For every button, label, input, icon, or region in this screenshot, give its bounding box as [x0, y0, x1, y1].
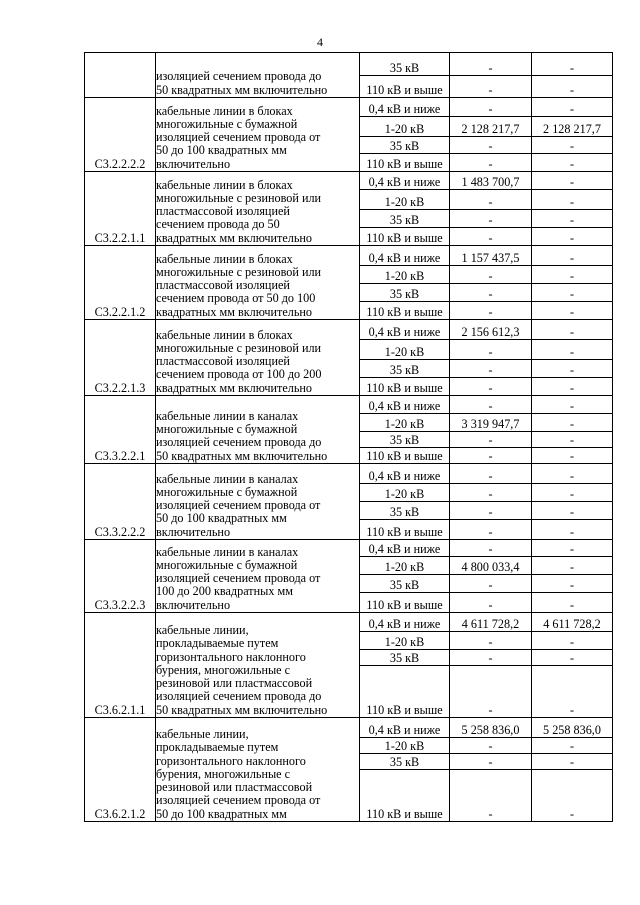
- voltage-cell: 1-20 кВ: [360, 484, 450, 502]
- rate-value-2: -: [532, 53, 613, 76]
- line-description: [156, 613, 360, 718]
- rate-value-2: -: [532, 396, 613, 414]
- description-line: пластмассовой изоляцией: [156, 278, 290, 293]
- rate-value-2: -: [532, 557, 613, 575]
- rate-code: С3.2.2.1.2: [85, 246, 156, 320]
- voltage-cell: 0,4 кВ и ниже: [360, 98, 450, 117]
- rate-value-2: -: [532, 154, 613, 172]
- description-line: квадратных мм включительно: [156, 304, 313, 319]
- rate-value-2: 4 611 728,2: [532, 613, 613, 632]
- voltage-cell: 0,4 кВ и ниже: [360, 613, 450, 632]
- voltage-cell: 1-20 кВ: [360, 414, 450, 432]
- voltage-cell: 110 кВ и выше: [360, 770, 450, 822]
- voltage-cell: 110 кВ и выше: [360, 302, 450, 320]
- line-description: [156, 396, 360, 464]
- voltage-cell: 1-20 кВ: [360, 340, 450, 360]
- description-line: кабельные линии в каналах: [156, 408, 299, 423]
- rate-code: С3.2.2.1.3: [85, 320, 156, 396]
- table-row: [85, 540, 613, 557]
- rate-code: С3.2.2.2.2: [85, 98, 156, 172]
- rate-value-2: -: [532, 650, 613, 666]
- description-line: 50 до 100 квадратных мм: [156, 806, 287, 821]
- description-line: кабельные линии в блоках: [156, 327, 293, 342]
- description-line: изоляцией сечением провода до: [156, 435, 322, 450]
- rate-code: С3.3.2.2.1: [85, 396, 156, 464]
- table-row: [85, 53, 613, 76]
- voltage-cell: 110 кВ и выше: [360, 593, 450, 613]
- rate-value-2: -: [532, 754, 613, 770]
- rate-value-2: -: [532, 575, 613, 593]
- rate-value-1: -: [450, 502, 532, 520]
- description-line: горизонтального наклонного: [156, 753, 306, 768]
- description-line: кабельные линии в блоках: [156, 251, 293, 266]
- rate-code: С3.2.2.1.1: [85, 172, 156, 246]
- rate-value-1: -: [450, 754, 532, 770]
- rate-value-1: 1 483 700,7: [450, 172, 532, 190]
- rate-value-2: -: [532, 302, 613, 320]
- rate-value-2: -: [532, 502, 613, 520]
- rate-code: С3.3.2.2.3: [85, 540, 156, 613]
- rate-value-2: -: [532, 228, 613, 246]
- voltage-cell: 1-20 кВ: [360, 117, 450, 137]
- voltage-cell: 35 кВ: [360, 284, 450, 302]
- rate-value-1: -: [450, 284, 532, 302]
- rate-value-2: -: [532, 190, 613, 210]
- voltage-cell: 35 кВ: [360, 650, 450, 666]
- table-row: [85, 396, 613, 414]
- rate-value-2: 5 258 836,0: [532, 718, 613, 738]
- description-line: пластмассовой изоляцией: [156, 204, 290, 219]
- description-line: сечением провода от 50 до 100: [156, 291, 316, 306]
- rate-value-1: 5 258 836,0: [450, 718, 532, 738]
- rate-value-2: -: [532, 540, 613, 557]
- line-description: [156, 246, 360, 320]
- line-description: [156, 172, 360, 246]
- line-description: [156, 718, 360, 822]
- rate-value-1: -: [450, 266, 532, 284]
- voltage-cell: 110 кВ и выше: [360, 666, 450, 718]
- description-line: изоляцией сечением провода от: [156, 130, 321, 145]
- rate-value-1: -: [450, 520, 532, 540]
- table-row: [85, 320, 613, 340]
- description-line: прокладываемые путем: [156, 636, 279, 651]
- voltage-cell: 110 кВ и выше: [360, 378, 450, 396]
- voltage-cell: 0,4 кВ и ниже: [360, 396, 450, 414]
- voltage-cell: 35 кВ: [360, 360, 450, 378]
- tariff-table: [84, 52, 613, 822]
- line-description: [156, 464, 360, 540]
- rate-value-1: -: [450, 396, 532, 414]
- description-line: многожильные с бумажной: [156, 557, 298, 572]
- rate-value-1: -: [450, 540, 532, 557]
- voltage-cell: 1-20 кВ: [360, 266, 450, 284]
- description-line: резиновой или пластмассовой: [156, 780, 313, 795]
- rate-code: С3.6.2.1.2: [85, 718, 156, 822]
- rate-value-2: -: [532, 172, 613, 190]
- rate-value-2: -: [532, 210, 613, 228]
- rate-value-1: 1 157 437,5: [450, 246, 532, 266]
- voltage-cell: 35 кВ: [360, 502, 450, 520]
- description-line: пластмассовой изоляцией: [156, 354, 290, 369]
- rate-value-2: 2 128 217,7: [532, 117, 613, 137]
- description-line: многожильные с бумажной: [156, 484, 298, 499]
- rate-value-1: -: [450, 76, 532, 98]
- table-row: [85, 718, 613, 738]
- voltage-cell: 1-20 кВ: [360, 632, 450, 650]
- description-line: 50 квадратных мм включительно: [156, 448, 328, 463]
- description-line: многожильные с бумажной: [156, 116, 298, 131]
- description-line: сечением провода от 100 до 200: [156, 367, 322, 382]
- voltage-cell: 110 кВ и выше: [360, 520, 450, 540]
- voltage-cell: 110 кВ и выше: [360, 228, 450, 246]
- rate-value-1: 4 800 033,4: [450, 557, 532, 575]
- rate-value-1: 2 156 612,3: [450, 320, 532, 340]
- description-line: 100 до 200 квадратных мм: [156, 584, 293, 599]
- description-line: 50 до 100 квадратных мм: [156, 511, 287, 526]
- voltage-cell: 35 кВ: [360, 210, 450, 228]
- rate-value-1: -: [450, 98, 532, 117]
- rate-code: С3.3.2.2.2: [85, 464, 156, 540]
- voltage-cell: 1-20 кВ: [360, 738, 450, 754]
- table-row: [85, 464, 613, 484]
- voltage-cell: 0,4 кВ и ниже: [360, 718, 450, 738]
- rate-value-2: -: [532, 266, 613, 284]
- rate-value-2: -: [532, 520, 613, 540]
- rate-value-1: -: [450, 666, 532, 718]
- rate-value-2: -: [532, 360, 613, 378]
- description-line: кабельные линии в каналах: [156, 544, 299, 559]
- description-line: включительно: [156, 156, 231, 171]
- rate-value-1: 4 611 728,2: [450, 613, 532, 632]
- rate-value-1: -: [450, 360, 532, 378]
- rate-value-2: -: [532, 340, 613, 360]
- description-line: изоляцией сечением провода от: [156, 498, 321, 513]
- voltage-cell: 0,4 кВ и ниже: [360, 464, 450, 484]
- rate-value-1: -: [450, 432, 532, 448]
- rate-value-1: -: [450, 210, 532, 228]
- rate-value-2: -: [532, 770, 613, 822]
- rate-value-1: -: [450, 154, 532, 172]
- rate-value-2: -: [532, 448, 613, 464]
- description-line: бурения, многожильные с: [156, 662, 291, 677]
- rate-value-2: -: [532, 738, 613, 754]
- rate-value-1: -: [450, 340, 532, 360]
- line-description: [156, 540, 360, 613]
- description-line: изоляцией сечением провода от: [156, 571, 321, 586]
- line-description: [156, 53, 360, 98]
- page-number: 4: [317, 35, 323, 49]
- rate-value-2: -: [532, 98, 613, 117]
- rate-value-2: -: [532, 593, 613, 613]
- voltage-cell: 35 кВ: [360, 754, 450, 770]
- description-line: горизонтального наклонного: [156, 649, 306, 664]
- description-line: изоляцией сечением провода до: [156, 69, 322, 84]
- voltage-cell: 0,4 кВ и ниже: [360, 246, 450, 266]
- rate-value-1: -: [450, 137, 532, 154]
- rate-value-1: -: [450, 650, 532, 666]
- rate-value-1: -: [450, 593, 532, 613]
- voltage-cell: 110 кВ и выше: [360, 76, 450, 98]
- rate-code: [85, 53, 156, 98]
- description-line: сечением провода до 50: [156, 217, 280, 232]
- voltage-cell: 0,4 кВ и ниже: [360, 540, 450, 557]
- description-line: многожильные с резиновой или: [156, 190, 322, 205]
- rate-value-2: -: [532, 414, 613, 432]
- rate-value-2: -: [532, 246, 613, 266]
- description-line: резиновой или пластмассовой: [156, 676, 313, 691]
- description-line: включительно: [156, 524, 231, 539]
- voltage-cell: 35 кВ: [360, 575, 450, 593]
- description-line: многожильные с резиновой или: [156, 264, 322, 279]
- line-description: [156, 98, 360, 172]
- table-row: [85, 613, 613, 632]
- rate-value-1: -: [450, 448, 532, 464]
- rate-value-1: -: [450, 575, 532, 593]
- description-line: многожильные с резиновой или: [156, 340, 322, 355]
- voltage-cell: 1-20 кВ: [360, 557, 450, 575]
- table-row: [85, 172, 613, 190]
- description-line: 50 квадратных мм включительно: [156, 702, 328, 717]
- rate-value-1: 3 319 947,7: [450, 414, 532, 432]
- rate-value-1: -: [450, 738, 532, 754]
- description-line: квадратных мм включительно: [156, 230, 313, 245]
- rate-value-1: -: [450, 770, 532, 822]
- description-line: прокладываемые путем: [156, 740, 279, 755]
- table-row: [85, 98, 613, 117]
- rate-value-1: -: [450, 53, 532, 76]
- rate-value-1: -: [450, 378, 532, 396]
- rate-code: С3.6.2.1.1: [85, 613, 156, 718]
- rate-value-2: -: [532, 76, 613, 98]
- rate-value-2: -: [532, 320, 613, 340]
- rate-value-2: -: [532, 432, 613, 448]
- voltage-cell: 110 кВ и выше: [360, 154, 450, 172]
- rate-value-2: -: [532, 378, 613, 396]
- rate-value-1: -: [450, 302, 532, 320]
- description-line: 50 квадратных мм включительно: [156, 82, 328, 97]
- voltage-cell: 35 кВ: [360, 432, 450, 448]
- description-line: бурения, многожильные с: [156, 766, 291, 781]
- description-line: квадратных мм включительно: [156, 380, 313, 395]
- rate-value-2: -: [532, 284, 613, 302]
- rate-value-1: -: [450, 632, 532, 650]
- description-line: кабельные линии,: [156, 622, 249, 637]
- description-line: 50 до 100 квадратных мм: [156, 143, 287, 158]
- voltage-cell: 1-20 кВ: [360, 190, 450, 210]
- rate-value-1: -: [450, 464, 532, 484]
- voltage-cell: 35 кВ: [360, 137, 450, 154]
- rate-value-1: -: [450, 190, 532, 210]
- voltage-cell: 0,4 кВ и ниже: [360, 172, 450, 190]
- description-line: изоляцией сечением провода до: [156, 689, 322, 704]
- voltage-cell: 35 кВ: [360, 53, 450, 76]
- description-line: кабельные линии в блоках: [156, 103, 293, 118]
- description-line: кабельные линии в каналах: [156, 471, 299, 486]
- rate-value-2: -: [532, 464, 613, 484]
- line-description: [156, 320, 360, 396]
- rate-value-2: -: [532, 632, 613, 650]
- table-row: [85, 246, 613, 266]
- rate-value-2: -: [532, 484, 613, 502]
- voltage-cell: 0,4 кВ и ниже: [360, 320, 450, 340]
- description-line: включительно: [156, 597, 231, 612]
- voltage-cell: 110 кВ и выше: [360, 448, 450, 464]
- rate-value-1: -: [450, 228, 532, 246]
- description-line: многожильные с бумажной: [156, 422, 298, 437]
- rate-value-1: 2 128 217,7: [450, 117, 532, 137]
- description-line: изоляцией сечением провода от: [156, 793, 321, 808]
- description-line: кабельные линии в блоках: [156, 177, 293, 192]
- rate-value-2: -: [532, 666, 613, 718]
- rate-value-1: -: [450, 484, 532, 502]
- rate-value-2: -: [532, 137, 613, 154]
- description-line: кабельные линии,: [156, 726, 249, 741]
